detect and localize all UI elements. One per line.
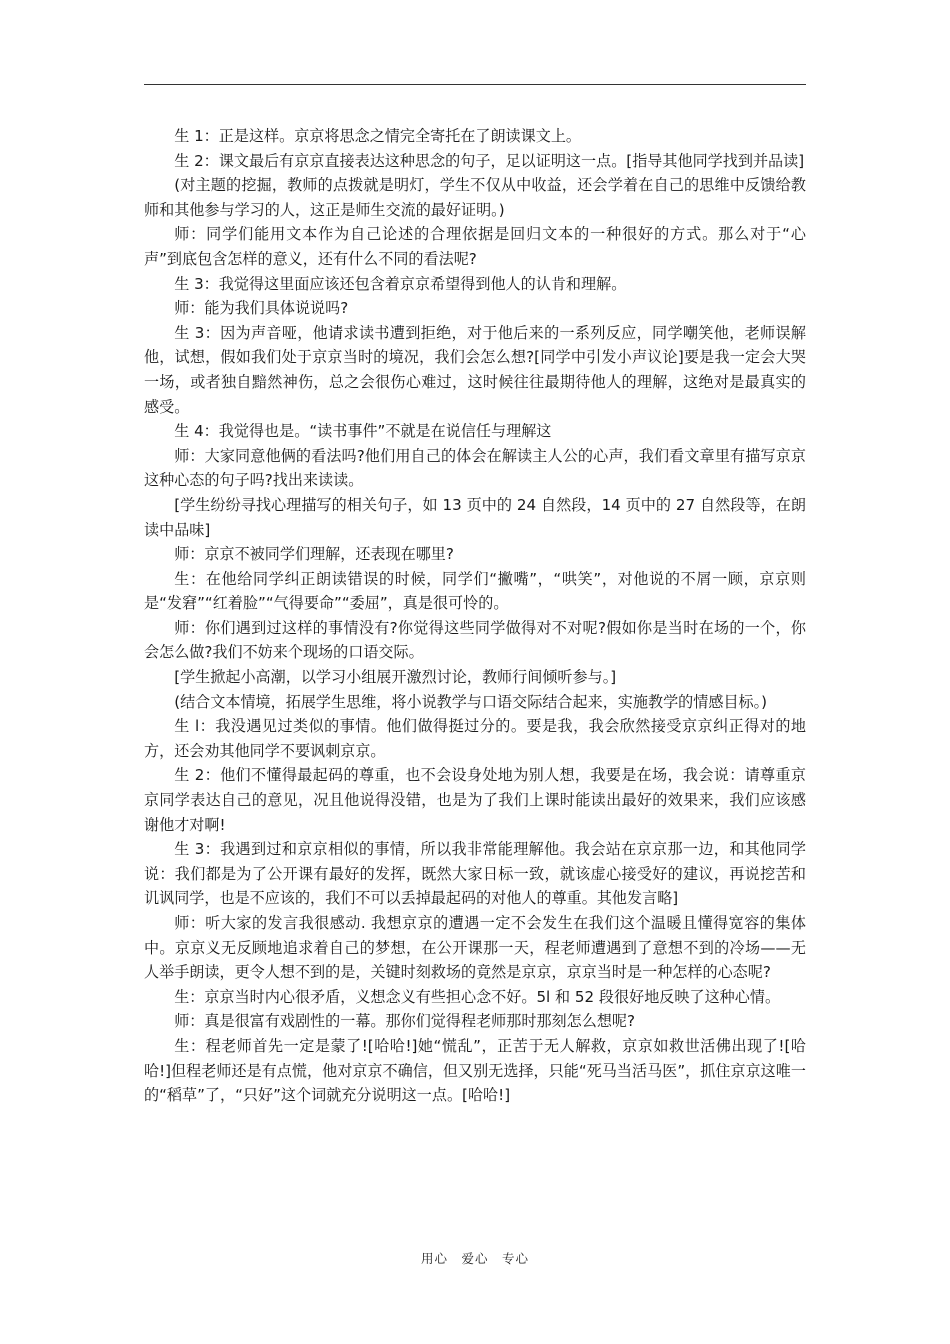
- paragraph: 师：听大家的发言我很感动. 我想京京的遭遇一定不会发生在我们这个温暖且懂得宽容的集体中。京京义无反顾地追求着自己的梦想，在公开课那一天，程老师遭遇到了意想不到的冷场——无人举手朗读，更令人想不到的是，关键时刻救场的竟然是京京，京京当时是一种怎样的心态呢?: [144, 914, 806, 982]
- paragraph: 师：你们遇到过这样的事情没有?你觉得这些同学做得对不对呢?假如你是当时在场的一个，你会怎么做?我们不妨来个现场的口语交际。: [144, 618, 806, 662]
- paragraph: 生：在他给同学纠正朗读错误的时候，同学们“撇嘴”，“哄笑”，对他说的不屑一顾，京京则是“发窘”“红着脸”“气得要命”“委屈”，真是很可怜的。: [144, 569, 806, 613]
- paragraph: [学生纷纷寻找心理描写的相关句子，如 13 页中的 24 自然段，14 页中的 27 自然段等，在朗读中品味]: [144, 495, 806, 539]
- paragraph: 生 3：因为声音哑，他请求读书遭到拒绝，对于他后来的一系列反应，同学嘲笑他，老师误解他，试想，假如我们处于京京当时的境况，我们会怎么想?[同学中引发小声议论]要是我一定会大哭一场，或者独自黯然神伤，总之会很伤心难过，这时候往往最期待他人的理解，这绝对是最真实的感受。: [144, 323, 806, 416]
- paragraph: 师：真是很富有戏剧性的一幕。那你们觉得程老师那时那刻怎么想呢?: [174, 1012, 636, 1031]
- paragraph: (对主题的挖掘，教师的点拨就是明灯，学生不仅从中收益，还会学着在自己的思维中反馈给教师和其他参与学习的人，这正是师生交流的最好证明。): [144, 176, 806, 219]
- paragraph: 生 l：我没遇见过类似的事情。他们做得挺过分的。要是我，我会欣然接受京京纠正得对的地方，还会劝其他同学不要讽刺京京。: [144, 717, 806, 760]
- paragraph: 生 1：正是这样。京京将思念之情完全寄托在了朗读课文上。: [174, 127, 582, 145]
- document-body: [144, 124, 806, 1108]
- paragraph: 生 3：我遇到过和京京相似的事情，所以我非常能理解他。我会站在京京那一边，和其他同学说：我们都是为了公开课有最好的发挥，既然大家日标一致，就该虚心接受好的建议，再说挖苦和讥讽同学，也是不应该的，我们不可以丢掉最起码的对他人的尊重。其他发言略]: [144, 840, 806, 908]
- paragraph: 师：京京不被同学们理解，还表现在哪里?: [174, 545, 454, 564]
- paragraph: 师：同学们能用文本作为自己论述的合理依据是回归文本的一种很好的方式。那么对于“心声”到底包含怎样的意义，还有什么不同的看法呢?: [144, 225, 806, 268]
- paragraph: 生 2：他们不懂得最起码的尊重，也不会设身处地为别人想，我要是在场，我会说：请尊重京京同学表达自己的意见，况且他说得没错，也是为了我们上课时能读出最好的效果来，我们应该感谢他才对啊!: [144, 766, 806, 834]
- header-rule: [144, 84, 806, 85]
- paragraph: 生 4：我觉得也是。“读书事件”不就是在说信任与理解这: [174, 422, 552, 441]
- paragraph: (结合文本情境，拓展学生思维，将小说教学与口语交际结合起来，实施教学的情感目标。): [174, 692, 768, 711]
- paragraph: 生 2：课文最后有京京直接表达这种思念的句子，足以证明这一点。[指导其他同学找到并品读]: [174, 151, 805, 170]
- paragraph: 师：大家同意他俩的看法吗?他们用自己的体会在解读主人公的心声，我们看文章里有描写京京这种心态的句子吗?找出来读读。: [144, 446, 806, 490]
- page-footer: 用心 爱心 专心: [420, 1251, 529, 1266]
- paragraph: 师：能为我们具体说说吗?: [174, 299, 349, 318]
- paragraph: 生：程老师首先一定是蒙了![哈哈!]她“慌乱”，正苦于无人解救，京京如救世活佛出现了![哈哈!]但程老师还是有点慌，他对京京不确信，但又别无选择，只能“死马当活马医”，抓住京京这唯一的“稻草”了，“只好”这个词就充分说明这一点。[哈哈!]: [144, 1036, 806, 1105]
- paragraph: 生：京京当时内心很矛盾，义想念义有些担心念不好。5l 和 52 段很好地反映了这种心情。: [174, 987, 781, 1006]
- paragraph: [学生掀起小高潮，以学习小组展开激烈讨论，教师行间倾听参与。]: [174, 668, 617, 687]
- paragraph: 生 3：我觉得这里面应该还包含着京京希望得到他人的认肯和理解。: [174, 274, 627, 293]
